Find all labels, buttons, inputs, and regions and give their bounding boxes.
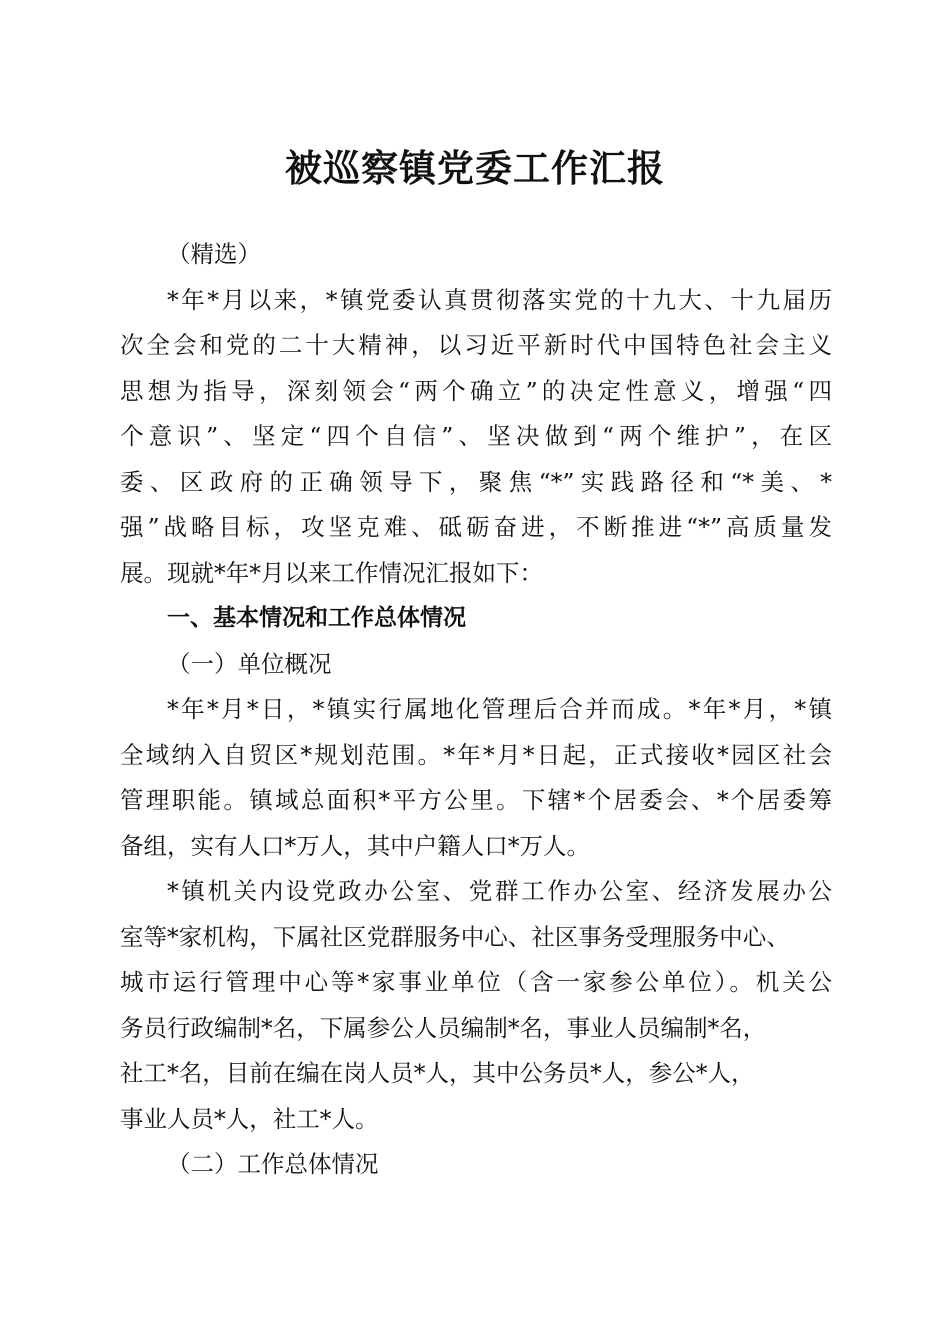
subsection-heading: （二）工作总体情况 <box>167 1150 379 1178</box>
text-line: *年*月*日，*镇实行属地化管理后合并而成。*年*月，*镇 <box>167 695 832 723</box>
text-line: *镇机关内设党政办公室、党群工作办公室、经济发展办公 <box>167 877 832 905</box>
subtitle: （精选） <box>167 240 261 268</box>
document-body <box>120 232 832 1188</box>
text-line: 管理职能。镇域总面积*平方公里。下辖*个居委会、*个居委筹 <box>120 786 832 814</box>
text-line: 城市运行管理中心等*家事业单位（含一家参公单位）。机关公 <box>120 968 832 996</box>
section-heading: 一、基本情况和工作总体情况 <box>167 605 466 631</box>
document-title: 被巡察镇党委工作汇报 <box>285 146 665 190</box>
paragraph-unit-overview <box>120 687 832 869</box>
text-line: 社工*名，目前在编在岗人员*人，其中公务员*人，参公*人， <box>120 1059 755 1087</box>
text-line: 次全会和党的二十大精神，以习近平新时代中国特色社会主义 <box>120 331 832 359</box>
text-line: 强”战略目标，攻坚克难、砥砺奋进，不断推进“*”高质量发 <box>120 513 832 541</box>
paragraph-organization <box>120 869 832 1142</box>
text-line: 事业人员*人，社工*人。 <box>120 1104 379 1133</box>
text-line: *年*月以来，*镇党委认真贯彻落实党的十九大、十九届历 <box>167 285 832 314</box>
text-line: 思想为指导，深刻领会“两个确立”的决定性意义，增强“四 <box>120 376 832 405</box>
intro-paragraph <box>120 278 832 597</box>
text-line: 务员行政编制*名，下属参公人员编制*名，事业人员编制*名， <box>120 1013 767 1042</box>
text-line: 全域纳入自贸区*规划范围。*年*月*日起，正式接收*园区社会 <box>120 740 832 769</box>
text-line: 个意识”、坚定“四个自信”、坚决做到“两个维护”，在区 <box>120 422 832 450</box>
subsection-heading: （一）单位概况 <box>167 649 332 678</box>
text-line: 备组，实有人口*万人，其中户籍人口*万人。 <box>120 831 590 860</box>
text-line: 室等*家机构，下属社区党群服务中心、社区事务受理服务中心、 <box>120 922 790 951</box>
text-line: 委、区政府的正确领导下，聚焦“*”实践路径和“*美、* <box>120 467 832 496</box>
text-line: 展。现就*年*月以来工作情况汇报如下： <box>120 558 543 587</box>
